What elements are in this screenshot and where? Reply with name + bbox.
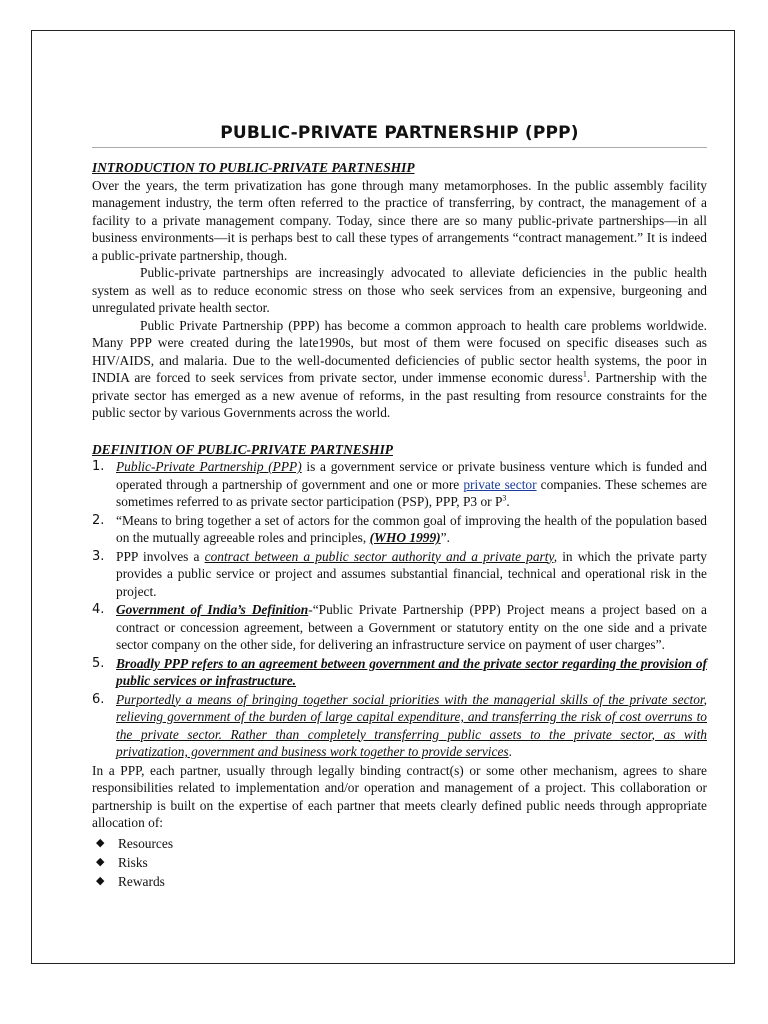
allocation-list [92, 834, 707, 891]
definition-item-2: 2. “Means to bring together a set of actors for the common goal of improving the health of the population based on the mutually agreeable roles and principles, (WHO 1999)”. [92, 512, 707, 545]
intro-paragraph-2: Public-private partnerships are increasingly advocated to alleviate deficiencies in the public health system as well as to reduce economic stress on those who seek services from an expensive, burgeoning and unregulated private health sector. [92, 265, 707, 315]
definition-item-6: 6. Purportedly a means of bringing together social priorities with the managerial skills of the private sector, relieving government of the burden of large capital expenditure, and transferring the risk of cost overruns to the private sector. Rather than completely transferring public assets to the private sector, as with privatization, government and business work together to provide services. [92, 691, 707, 759]
diamond-bullet-icon: ◆ [96, 836, 105, 849]
definition-item-5: 5. Broadly PPP refers to an agreement between government and the private sector regarding the provision of public services or infrastructure. [92, 655, 707, 688]
list-number: 1. [92, 459, 105, 474]
citation: (WHO 1999) [369, 530, 441, 545]
private-sector-link[interactable]: private sector [463, 476, 537, 492]
definition-item-1: 1. Public-Private Partnership (PPP) is a government service or private business venture which is funded and operated through a partnership of government and one or more private sector companies. These schemes are sometimes referred to as private sector participation (PSP), PPP, P3 or $P^3$. [92, 459, 708, 509]
document-page [31, 30, 735, 964]
list-number: 5. [92, 655, 105, 671]
page-title: PUBLIC-PRIVATE PARTNERSHIP (PPP) [92, 91, 707, 148]
definition-heading: DEFINITION OF PUBLIC-PRIVATE PARTNESHIP [92, 441, 393, 457]
intro-heading: INTRODUCTION TO PUBLIC-PRIVATE PARTNESHIP [92, 160, 415, 175]
term: Public-Private Partnership (PPP) [116, 459, 302, 474]
definition-item-3: 3. PPP involves a contract between a public sector authority and a private party, in which the private party provides a public service or project and assumes substantial financial, technical and operational risk in the project. [92, 548, 707, 599]
list-number: 3. [92, 548, 105, 564]
intro-paragraph-1: Over the years, the term privatization has gone through many metamorphoses. In the public assembly facility management industry, the term often referred to the practice of transferring, by contract, the management of a facility to a private management company. Today, since there are so many public-private partnerships—in all business environments—it is perhaps best to call these types of arrangements “contract management.” It is indeed a public-private partnership, though. [92, 177, 707, 263]
list-number: 6. [92, 691, 105, 707]
list-item: ◆ Rewards [96, 873, 165, 889]
list-number: 4. [92, 602, 105, 617]
diamond-bullet-icon: ◆ [96, 874, 105, 887]
footnote-ref: 1 [582, 369, 587, 379]
term: Government of India’s Definition [116, 602, 309, 617]
list-number: 2. [92, 512, 105, 528]
list-item: ◆ Risks [96, 854, 148, 870]
page-content [92, 91, 707, 891]
footnote-ref: 3 [502, 493, 507, 503]
diamond-bullet-icon: ◆ [96, 855, 105, 868]
list-item: ◆ Resources [96, 835, 174, 851]
closing-paragraph: In a PPP, each partner, usually through legally binding contract(s) or some other mechanism, agrees to share responsibilities related to implementation and/or operation and management of a project. This collaboration or partnership is built on the expertise of each partner that meets clearly defined public needs through appropriate allocation of: [92, 762, 707, 830]
definition-item-4: 4. Government of India’s Definition-“Public Private Partnership (PPP) Project means a project based on a contract or concession agreement, between a Government or statutory entity on the one side and a private sector company on the other side, for delivering an infrastructure service on payment of user charges”. [92, 602, 707, 652]
intro-paragraph-3: Public Private Partnership (PPP) has become a common approach to health care problems worldwide. Many PPP were created during the late1990s, but most of them were focused on specific diseases such as HIV/AIDS, and malaria. Due to the well-documented deficiencies of public sector health systems, the poor in INDIA are forced to seek services from private sector, under immense economic duress$^1$. Partnership with the private sector has emerged as a new avenue of reforms, in the past resulting from resource constraints for the public sector by various Governments across the world. [92, 317, 707, 420]
emphasis: contract between a public sector authority and a private party, [204, 548, 558, 564]
definition-list [92, 458, 707, 761]
